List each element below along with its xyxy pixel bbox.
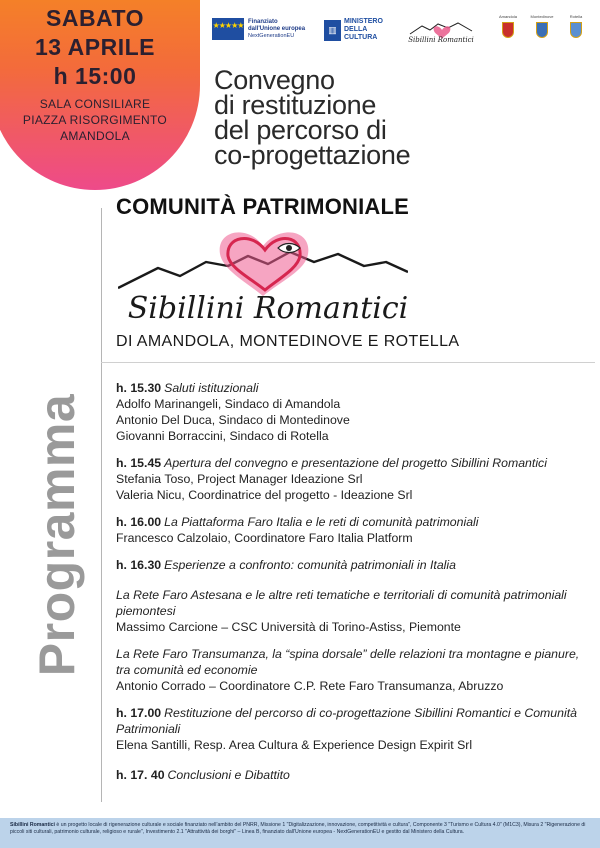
item-speaker: Adolfo Marinangeli, Sindaco di Amandola	[116, 397, 341, 411]
item-speaker: Elena Santilli, Resp. Area Cultura & Experience Design Expirit Srl	[116, 738, 473, 752]
event-time: h 15:00	[53, 63, 137, 89]
item-time: h. 16.00	[116, 515, 162, 529]
program-item	[116, 514, 586, 546]
program-item	[116, 455, 586, 503]
program-item	[116, 557, 586, 573]
ministry-logo	[324, 18, 383, 42]
item-title: La Piattaforma Faro Italia e le reti di comunità patrimoniali	[164, 515, 479, 529]
comune-amandola: Amandola	[492, 14, 524, 38]
title-line: Convegno	[214, 65, 335, 95]
program-list	[116, 380, 586, 794]
eu-logo-line: Finanziato	[248, 18, 278, 25]
horizontal-divider	[101, 362, 595, 363]
rotella-crest-icon	[570, 22, 582, 38]
item-title: Esperienze a confronto: comunità patrimoniali in Italia	[164, 558, 456, 572]
subtitle: COMUNITÀ PATRIMONIALE	[116, 194, 410, 219]
item-speaker: Antonio Corrado – Coordinatore C.P. Rete Faro Transumanza, Abruzzo	[116, 679, 504, 693]
item-speaker: Giovanni Borraccini, Sindaco di Rotella	[116, 429, 329, 443]
program-item	[116, 646, 586, 694]
program-item	[116, 380, 586, 444]
comune-montedinove: Montedinove	[526, 14, 558, 38]
footer-note	[0, 818, 600, 848]
item-time: h. 15.30	[116, 381, 162, 395]
vertical-divider	[101, 208, 102, 802]
sibillini-romantici-small-logo	[408, 16, 474, 46]
eu-logo	[212, 18, 305, 40]
towns-line: DI AMANDOLA, MONTEDINOVE E ROTELLA	[116, 333, 460, 350]
logo-bar	[212, 14, 592, 50]
eu-logo-line: dall'Unione europea	[248, 25, 306, 32]
program-item	[116, 587, 586, 635]
event-venue	[0, 96, 190, 144]
title-line: co-progettazione	[214, 140, 411, 170]
item-speaker: Valeria Nicu, Coordinatrice del progetto - Ideazione Srl	[116, 488, 413, 502]
ministry-logo-line: CULTURA	[344, 34, 378, 41]
footer-text: è un progetto locale di rigenerazione culturale e sociale finanziato nell'ambito del PNRR, Missione 1 "Digitalizzazione, innovazione, competitività e cultura", Componente 3 "Turismo e Cultura 4.0" (M1C3), Misura 2 "Rigenerazione di piccoli siti culturali, patrimonio culturale, religioso e rurale", Investimento 2.1 "Attrattività dei borghi" – Linea B, finanziato dall'Unione europea - NextGenerationEU e gestito dal Ministero della Cultura.	[10, 822, 586, 835]
program-item	[116, 705, 586, 753]
item-title: Restituzione del percorso di co-progettazione Sibillini Romantici e Comunità Patrimoniali	[116, 706, 577, 736]
venue-line: AMANDOLA	[60, 129, 130, 143]
eu-logo-line: NextGenerationEU	[248, 32, 295, 39]
svg-text:Sibillini Romantici: Sibillini Romantici	[408, 36, 474, 44]
title-line: di restituzione	[214, 90, 377, 120]
item-speaker: Stefania Toso, Project Manager Ideazione Srl	[116, 472, 363, 486]
event-day: SABATO	[46, 5, 144, 31]
event-date: 13 APRILE	[35, 34, 155, 60]
item-time: h. 15.45	[116, 456, 162, 470]
amandola-crest-icon	[502, 22, 514, 38]
item-title: Saluti istituzionali	[164, 381, 259, 395]
sibillini-romantici-logo	[118, 226, 408, 330]
brand-logo-text: Sibillini Romantici	[127, 291, 408, 326]
montedinove-crest-icon	[536, 22, 548, 38]
item-time: h. 17. 40	[116, 768, 165, 782]
title-line: del percorso di	[214, 115, 387, 145]
item-title: Conclusioni e Dibattito	[167, 768, 290, 782]
footer-bold: Sibillini Romantici	[10, 822, 55, 828]
eu-flag-icon: ★★★★★	[212, 18, 244, 40]
side-label	[29, 380, 85, 690]
item-speaker: Massimo Carcione – CSC Università di Torino-Astiss, Piemonte	[116, 620, 461, 634]
item-time: h. 17.00	[116, 706, 162, 720]
venue-line: SALA CONSILIARE	[39, 97, 151, 111]
item-speaker: Francesco Calzolaio, Coordinatore Faro Italia Platform	[116, 531, 413, 545]
item-title: Apertura del convegno e presentazione del progetto Sibillini Romantici	[164, 456, 547, 470]
venue-line: PIAZZA RISORGIMENTO	[22, 113, 168, 127]
comune-rotella: Rotella	[560, 14, 592, 38]
program-item	[116, 767, 586, 783]
item-title: La Rete Faro Transumanza, la “spina dorsale” delle relazioni tra montagne e pianure, tra comunità ed economie	[116, 647, 580, 677]
ministry-logo-line: DELLA	[344, 26, 368, 33]
comuni-logos	[492, 14, 592, 50]
item-speaker: Antonio Del Duca, Sindaco di Montedinove	[116, 413, 350, 427]
date-badge	[0, 0, 200, 190]
ministry-logo-line: MINISTERO	[344, 18, 383, 25]
item-title: La Rete Faro Astesana e le altre reti tematiche e territoriali di comunità patrimoniali piemontesi	[116, 588, 567, 618]
item-time: h. 16.30	[116, 558, 162, 572]
conference-title	[214, 65, 494, 170]
ministry-emblem-icon: ▥	[324, 20, 341, 41]
side-label-text: Programma	[29, 393, 85, 677]
